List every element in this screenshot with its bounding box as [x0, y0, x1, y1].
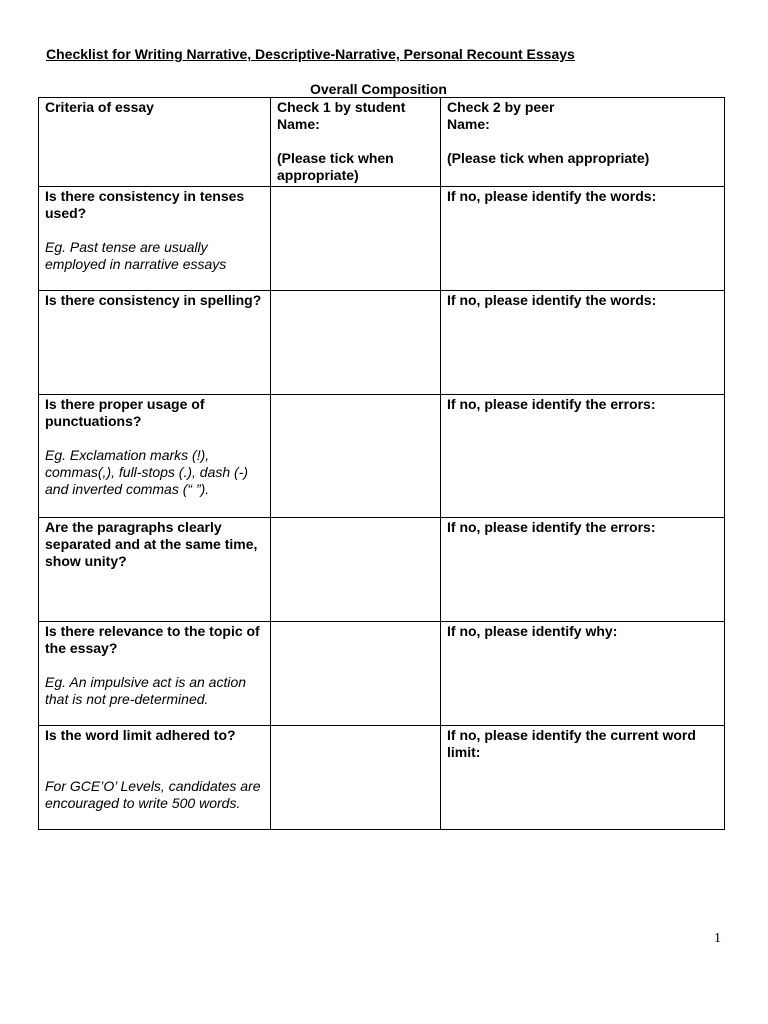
criteria-header-label: Criteria of essay: [45, 99, 154, 115]
document-title: Checklist for Writing Narrative, Descriptive-Narrative, Personal Recount Essays: [46, 46, 575, 62]
criteria-cell: [39, 395, 271, 518]
criteria-cell: [39, 291, 271, 395]
peer-prompt: If no, please identify the errors:: [447, 396, 656, 412]
criteria-cell: [39, 622, 271, 726]
check2-header-title: Check 2 by peer: [447, 99, 555, 115]
peer-check-cell[interactable]: [441, 518, 725, 622]
table-row: [39, 187, 725, 291]
student-check-cell[interactable]: [271, 395, 441, 518]
criteria-example: For GCE’O’ Levels, candidates are encouraged to write 500 words.: [45, 778, 261, 811]
peer-check-cell[interactable]: [441, 726, 725, 830]
peer-prompt: If no, please identify the words:: [447, 188, 657, 204]
peer-check-cell[interactable]: [441, 622, 725, 726]
criteria-question: Is there consistency in tenses used?: [45, 188, 245, 221]
check1-header-note: (Please tick when appropriate): [277, 150, 394, 183]
criteria-cell: [39, 187, 271, 291]
criteria-question: Is there proper usage of punctuations?: [45, 396, 205, 429]
check1-header-name-label: Name:: [277, 116, 320, 132]
criteria-question: Is there consistency in spelling?: [45, 292, 262, 308]
peer-prompt: If no, please identify the words:: [447, 292, 657, 308]
check2-header-name-label: Name:: [447, 116, 490, 132]
criteria-example: Eg. An impulsive act is an action that is not pre-determined.: [45, 674, 247, 707]
check2-header-note: (Please tick when appropriate): [447, 150, 650, 166]
check1-header-title: Check 1 by student: [277, 99, 406, 115]
peer-prompt: If no, please identify why:: [447, 623, 618, 639]
student-check-cell[interactable]: [271, 726, 441, 830]
criteria-example: Eg. Past tense are usually employed in narrative essays: [45, 239, 227, 272]
criteria-header: [39, 98, 271, 187]
peer-check-cell[interactable]: [441, 291, 725, 395]
peer-check-cell[interactable]: [441, 187, 725, 291]
criteria-question: Are the paragraphs clearly separated and at the same time, show unity?: [45, 519, 258, 569]
table-row: [39, 518, 725, 622]
criteria-question: Is the word limit adhered to?: [45, 727, 236, 743]
criteria-example: Eg. Exclamation marks (!), commas(,), full-stops (.), dash (-) and inverted commas (“ ”).: [45, 447, 249, 497]
section-title: Overall Composition: [310, 81, 447, 97]
peer-check-cell[interactable]: [441, 395, 725, 518]
check2-header: [441, 98, 725, 187]
student-check-cell[interactable]: [271, 291, 441, 395]
table-row: [39, 726, 725, 830]
criteria-cell: [39, 726, 271, 830]
student-check-cell[interactable]: [271, 622, 441, 726]
page-number: 1: [714, 931, 721, 946]
peer-prompt: If no, please identify the errors:: [447, 519, 656, 535]
student-check-cell[interactable]: [271, 187, 441, 291]
criteria-question: Is there relevance to the topic of the essay?: [45, 623, 260, 656]
peer-prompt: If no, please identify the current word limit:: [447, 727, 696, 760]
table-row: [39, 395, 725, 518]
student-check-cell[interactable]: [271, 518, 441, 622]
checklist-table: [38, 97, 725, 830]
check1-header: [271, 98, 441, 187]
table-row: [39, 291, 725, 395]
table-header-row: [39, 98, 725, 187]
criteria-cell: [39, 518, 271, 622]
table-row: [39, 622, 725, 726]
